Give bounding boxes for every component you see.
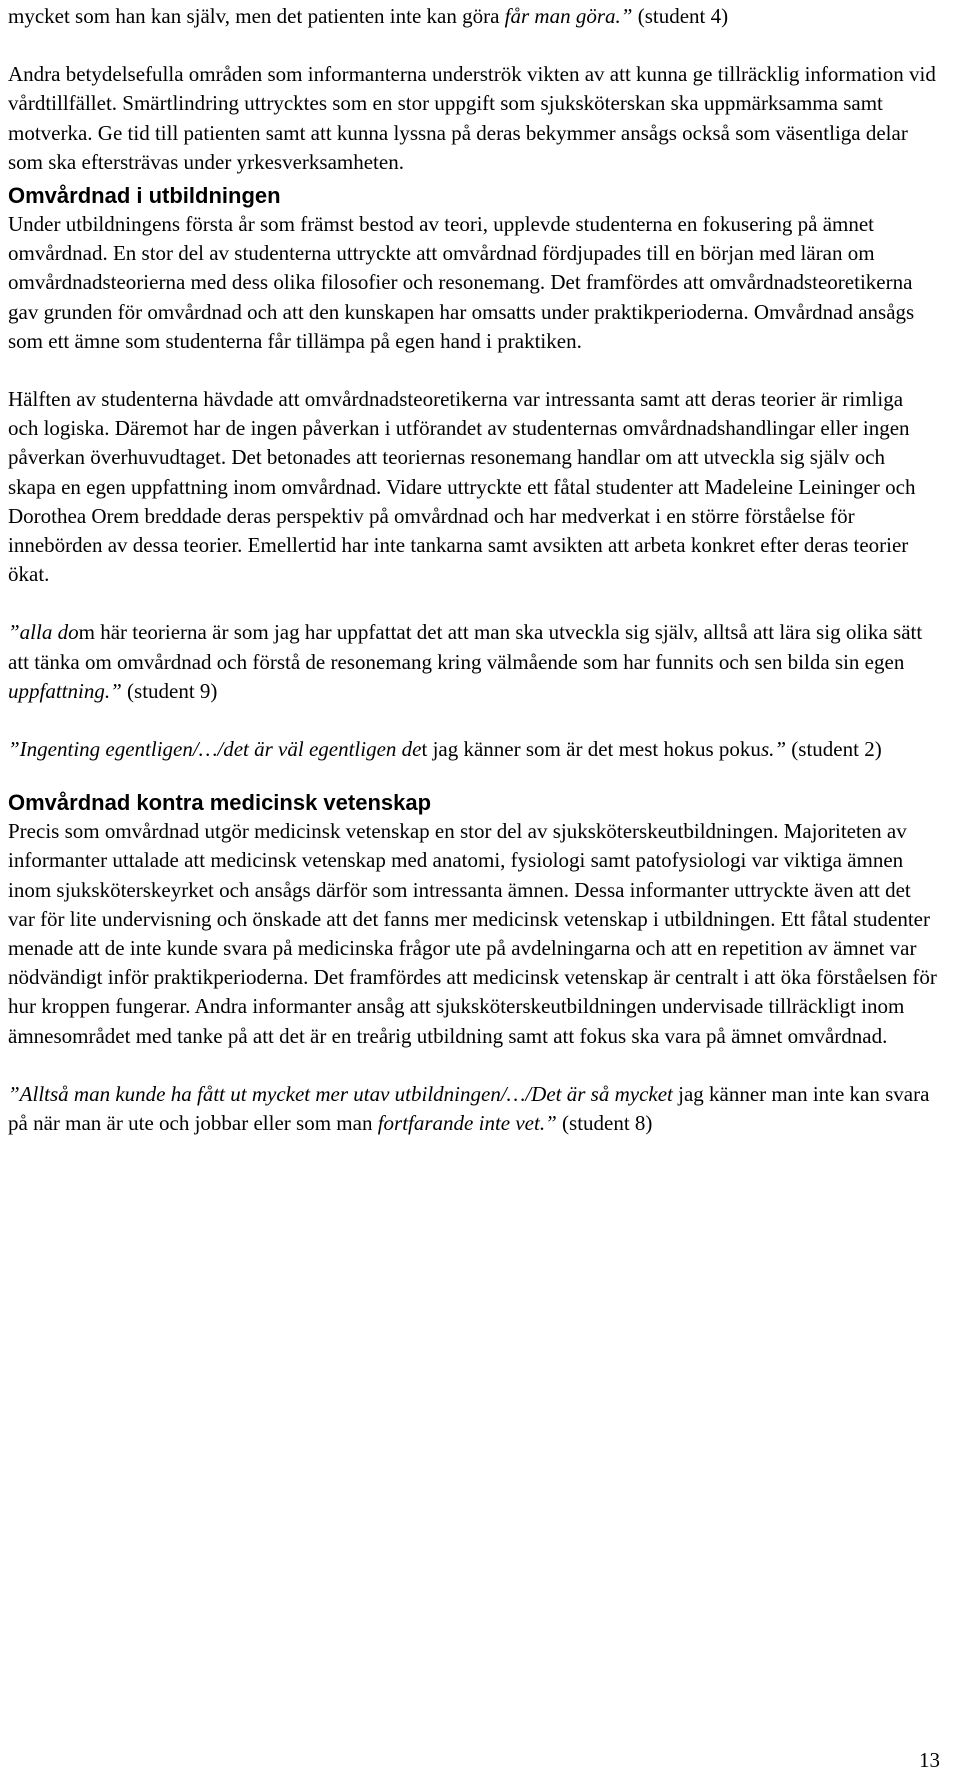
quote-student-8-citation: (student 8)	[556, 1111, 653, 1136]
quote-student-2-italic-start: ”Ingenting egentligen/…/det är väl egentligen de	[8, 737, 422, 762]
quote-student-2-citation: (student 2)	[786, 737, 882, 762]
paragraph-3: Hälften av studenterna hävdade att omvårdnadsteoretikerna var intressanta samt att deras teorier är rimliga och logiska. Däremot har de ingen påverkan i utförandet av studenternas omvårdnadshandlingar eller ingen påverkan överhuvudtaget. Det betonades att teoriernas resonemang handlar om att utveckla sig själv och skapa en egen uppfattning inom omvårdnad. Vidare uttryckte ett fåtal studenter att Madeleine Leininger och Dorothea Orem breddade deras perspektiv på omvårdnad och har medverkat i en större förståelse för innebörden av dessa teorier. Emellertid har inte tankarna samt avsikten att arbeta konkret efter deras teorier ökat.	[8, 387, 916, 587]
page-content	[8, 2, 938, 1138]
quote-student-9-citation: (student 9)	[121, 678, 218, 703]
quote-student-8	[8, 1080, 938, 1138]
quote-student-2	[8, 735, 938, 764]
paragraph-4: Precis som omvårdnad utgör medicinsk vetenskap en stor del av sjuksköterskeutbildningen. Majoriteten av informanter uttalade att medicinsk vetenskap med anatomi, fysiologi samt patofysiologi var viktiga ämnen inom sjuksköterskeyrket och ansågs därför som intressanta ämnen. Dessa informanter uttryckte även att det var för lite undervisning och önskade att det fanns mer medicinsk vetenskap i utbildningen. Ett fåtal studenter menade att de inte kunde svara på medicinska frågor ute på avdelningarna och att en repetition av ämnet var nödvändigt inför praktikperioderna. Det framfördes att medicinsk vetenskap är centralt i att öka förståelsen för hur kroppen fungerar. Andra informanter ansåg att sjuksköterskeutbildningen undervisade tillräckligt inom ämnesområdet med tanke på att det är en treårig utbildning samt att fokus ska vara på ämnet omvårdnad.	[8, 819, 937, 1048]
quote-student-9	[8, 618, 938, 706]
quote-student-9-italic-end: uppfattning.”	[8, 678, 122, 703]
intro-quote-text: mycket som han kan själv, men det patienten inte kan göra	[8, 4, 505, 28]
intro-quote-citation: (student 4)	[632, 4, 729, 28]
quote-student-8-italic-start: ”Alltså man kunde ha fått ut mycket mer utav utbildningen/…/Det är så mycket	[8, 1081, 673, 1106]
paragraph-2: Under utbildningens första år som främst bestod av teori, upplevde studenterna en fokusering på ämnet omvårdnad. En stor del av studenterna uttryckte att omvårdnad fördjupades till en början med läran om omvårdnadsteorierna med dess olika filosofier och resonemang. Det framfördes att omvårdnadsteoretikerna gav grunden för omvårdnad och att den kunskapen har omsatts under praktikperioderna. Omvårdnad ansågs som ett ämne som studenterna får tillämpa på egen hand i praktiken.	[8, 212, 915, 353]
quote-student-2-text: t jag känner som är det mest hokus poku	[421, 737, 761, 762]
intro-quote-italic: får man göra.”	[504, 4, 633, 28]
page-number: 13	[919, 1748, 940, 1772]
quote-student-9-text: m här teorierna är som jag har uppfattat det att man ska utveckla sig själv, alltså att lära sig olika sätt att tänka om omvårdnad och förstå de resonemang kring välmående som har funnits och sen bilda sin egen	[8, 620, 923, 674]
section-heading-nursing-in-education: Omvårdnad i utbildningen	[8, 183, 281, 209]
quote-student-9-italic-start: ”alla do	[8, 620, 79, 645]
quote-student-8-text: jag känner man inte kan svara på när man är ute och jobbar eller som man	[8, 1081, 930, 1136]
intro-quote	[8, 2, 938, 31]
quote-student-2-italic-end: s.”	[760, 737, 787, 762]
section-heading-nursing-vs-medical-science: Omvårdnad kontra medicinsk vetenskap	[8, 790, 432, 816]
quote-student-8-italic-end: fortfarande inte vet.”	[377, 1111, 557, 1136]
paragraph-1: Andra betydelsefulla områden som informanterna underströk vikten av att kunna ge tillräcklig information vid vårdtillfället. Smärtlindring uttrycktes som en stor uppgift som sjuksköterskan ska uppmärksamma samt motverka. Ge tid till patienten samt att kunna lyssna på deras bekymmer ansågs också som väsentliga delar som ska eftersträvas under yrkesverksamheten.	[8, 62, 936, 174]
